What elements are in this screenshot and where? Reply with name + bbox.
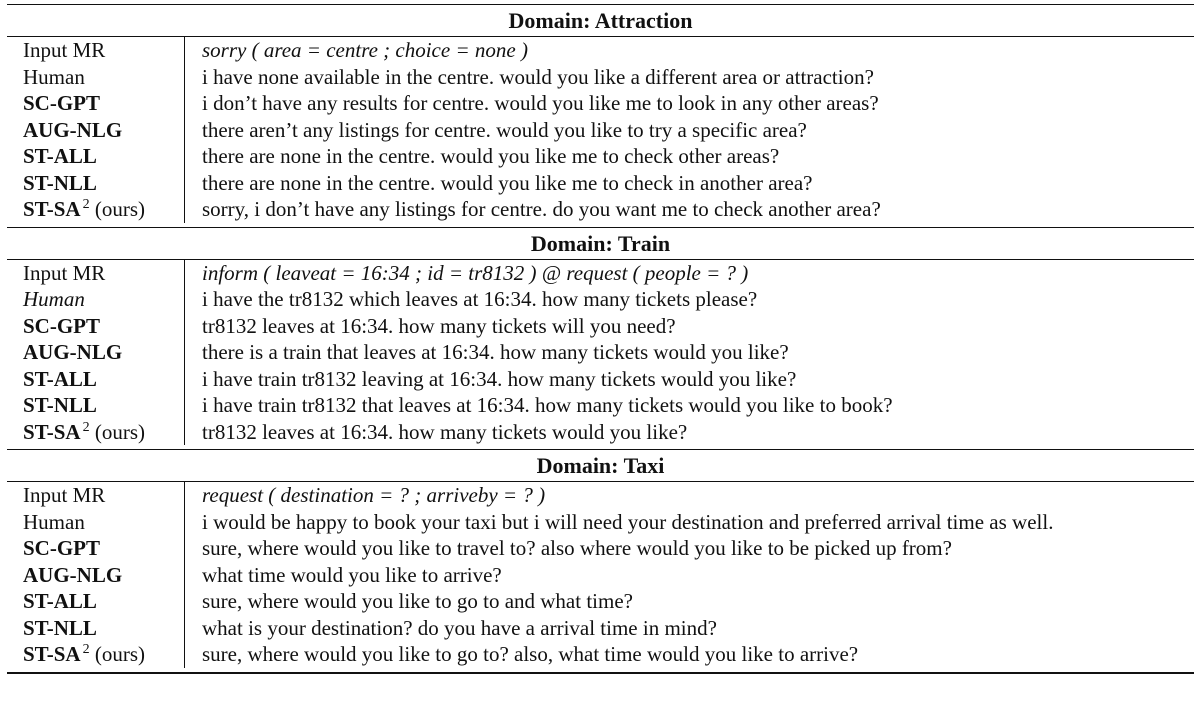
domain-header-attraction: Domain: Attraction bbox=[508, 8, 693, 33]
ours-tag: (ours) bbox=[94, 642, 146, 666]
row-label-input-mr: Input MR bbox=[7, 482, 185, 509]
row-label-aug-nlg: AUG-NLG bbox=[7, 339, 185, 366]
row-text-st-all: there are none in the centre. would you like me to check other areas? bbox=[202, 144, 780, 168]
section-attraction bbox=[7, 37, 1194, 223]
table-row bbox=[7, 313, 1194, 340]
row-text-aug-nlg: what time would you like to arrive? bbox=[202, 562, 502, 587]
row-text-sc-gpt: tr8132 leaves at 16:34. how many tickets will you need? bbox=[202, 313, 676, 338]
row-label-human: Human bbox=[7, 509, 185, 536]
row-label-input-mr: Input MR bbox=[7, 260, 185, 287]
row-text-st-all: sure, where would you like to go to and what time? bbox=[202, 589, 633, 613]
row-label-st-sa2 bbox=[7, 196, 185, 223]
row-text-st-nll: there are none in the centre. would you like me to check in another area? bbox=[202, 170, 813, 195]
table-row bbox=[7, 143, 1194, 170]
table-row bbox=[7, 535, 1194, 562]
row-label-st-all: ST-ALL bbox=[7, 366, 185, 393]
row-label-aug-nlg: AUG-NLG bbox=[7, 562, 185, 589]
table-row bbox=[7, 286, 1194, 313]
row-text-human: i would be happy to book your taxi but i will need your destination and preferred arrival time as well. bbox=[202, 509, 1054, 534]
table-row bbox=[7, 170, 1194, 197]
row-text-input-mr: sorry ( area = centre ; choice = none ) bbox=[202, 38, 528, 62]
row-label-st-sa2 bbox=[7, 641, 185, 668]
domain-header-taxi: Domain: Taxi bbox=[536, 453, 665, 478]
table-row bbox=[7, 615, 1194, 642]
row-text-human: i have none available in the centre. would you like a different area or attraction? bbox=[202, 64, 874, 89]
table-row bbox=[7, 339, 1194, 366]
row-label-sc-gpt: SC-GPT bbox=[7, 313, 185, 340]
method-superscript: 2 bbox=[82, 419, 90, 435]
table-row bbox=[7, 64, 1194, 91]
row-text-aug-nlg: there aren’t any listings for centre. would you like to try a specific area? bbox=[202, 117, 807, 142]
table-row bbox=[7, 588, 1194, 615]
results-table bbox=[7, 4, 1194, 674]
row-label-sc-gpt: SC-GPT bbox=[7, 535, 185, 562]
row-text-st-sa2: sure, where would you like to go to? also, what time would you like to arrive? bbox=[202, 642, 859, 666]
row-label-st-nll: ST-NLL bbox=[7, 170, 185, 197]
method-name: ST-SA bbox=[23, 419, 81, 444]
method-superscript: 2 bbox=[82, 197, 90, 212]
row-label-st-nll: ST-NLL bbox=[7, 392, 185, 419]
row-label-st-all: ST-ALL bbox=[7, 588, 185, 615]
row-text-input-mr: inform ( leaveat = 16:34 ; id = tr8132 ) @ request ( people = ? ) bbox=[202, 260, 749, 285]
ours-tag: (ours) bbox=[94, 419, 146, 444]
row-label-st-sa2 bbox=[7, 419, 185, 446]
table-row bbox=[7, 196, 1194, 223]
domain-header-train: Domain: Train bbox=[530, 230, 671, 256]
table-row bbox=[7, 37, 1194, 64]
row-label-human: Human bbox=[7, 64, 185, 91]
row-text-aug-nlg: there is a train that leaves at 16:34. how many tickets would you like? bbox=[202, 340, 789, 364]
section-train bbox=[7, 260, 1194, 446]
row-text-st-nll: what is your destination? do you have a arrival time in mind? bbox=[202, 615, 717, 640]
table-row bbox=[7, 419, 1194, 446]
method-name: ST-SA bbox=[23, 197, 81, 221]
method-superscript: 2 bbox=[82, 642, 90, 657]
row-text-input-mr: request ( destination = ? ; arriveby = ? ) bbox=[202, 483, 546, 507]
row-label-st-all: ST-ALL bbox=[7, 143, 185, 170]
row-text-st-all: i have train tr8132 leaving at 16:34. how many tickets would you like? bbox=[202, 366, 797, 391]
row-label-sc-gpt: SC-GPT bbox=[7, 90, 185, 117]
table-row bbox=[7, 260, 1194, 287]
row-label-aug-nlg: AUG-NLG bbox=[7, 117, 185, 144]
row-label-human: Human bbox=[7, 286, 185, 313]
table-row bbox=[7, 641, 1194, 668]
row-text-sc-gpt: i don’t have any results for centre. would you like me to look in any other areas? bbox=[202, 91, 879, 115]
ours-tag: (ours) bbox=[94, 197, 146, 221]
table-row bbox=[7, 117, 1194, 144]
row-text-st-nll: i have train tr8132 that leaves at 16:34. how many tickets would you like to book? bbox=[202, 393, 893, 417]
table-row bbox=[7, 509, 1194, 536]
table-row bbox=[7, 562, 1194, 589]
row-text-st-sa2: sorry, i don’t have any listings for centre. do you want me to check another area? bbox=[202, 197, 881, 221]
table-row bbox=[7, 90, 1194, 117]
section-taxi bbox=[7, 482, 1194, 668]
row-label-st-nll: ST-NLL bbox=[7, 615, 185, 642]
table-row bbox=[7, 482, 1194, 509]
table-row bbox=[7, 366, 1194, 393]
row-text-sc-gpt: sure, where would you like to travel to? also where would you like to be picked up from? bbox=[202, 536, 952, 560]
table-row bbox=[7, 392, 1194, 419]
bottom-rule bbox=[7, 672, 1194, 674]
row-text-st-sa2: tr8132 leaves at 16:34. how many tickets would you like? bbox=[202, 419, 688, 444]
method-name: ST-SA bbox=[23, 642, 81, 666]
row-label-input-mr: Input MR bbox=[7, 37, 185, 64]
row-text-human: i have the tr8132 which leaves at 16:34. how many tickets please? bbox=[202, 287, 758, 311]
